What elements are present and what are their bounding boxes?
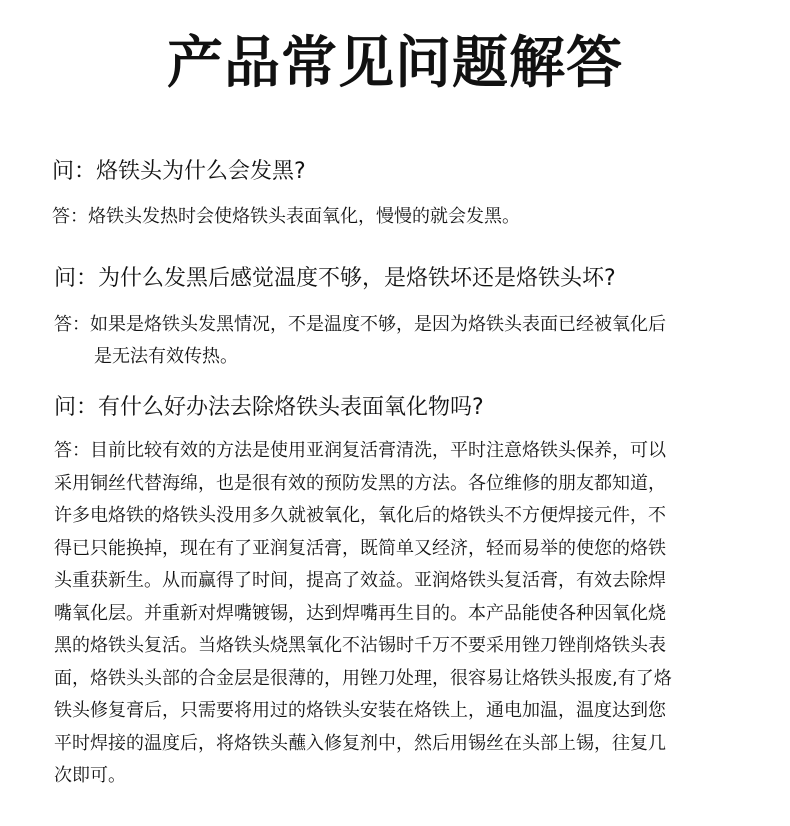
faq-answer-3-line: 许多电烙铁的烙铁头没用多久就被氧化，氧化后的烙铁头不方便焊接元件，不 <box>54 505 666 526</box>
faq-answer-3-line: 铁头修复膏后，只需要将用过的烙铁头安装在烙铁上，通电加温，温度达到您 <box>54 700 666 721</box>
page-title: 产品常见问题解答 <box>167 31 623 96</box>
faq-answer-1-line: 答：烙铁头发热时会使烙铁头表面氧化，慢慢的就会发黑。 <box>52 206 520 227</box>
faq-answer-3-line: 嘴氧化层。并重新对焊嘴镀锡，达到焊嘴再生目的。本产品能使各种因氧化烧 <box>54 602 666 624</box>
faq-question-3: 问：有什么好办法去除烙铁头表面氧化物吗? <box>54 395 484 420</box>
faq-answer-3-line: 答：目前比较有效的方法是使用亚润复活膏清洗，平时注意烙铁头保养，可以 <box>54 440 666 461</box>
faq-answer-3-line: 采用铜丝代替海绵，也是很有效的预防发黑的方法。各位维修的朋友都知道， <box>54 472 666 494</box>
faq-answer-2 <box>54 309 666 373</box>
faq-answer-2-line: 是无法有效传热。 <box>94 346 238 367</box>
faq-answer-2-line: 答：如果是烙铁头发黑情况，不是温度不够，是因为烙铁头表面已经被氧化后 <box>54 314 666 335</box>
faq-question-2: 问：为什么发黑后感觉温度不够，是烙铁坏还是烙铁头坏? <box>54 266 616 291</box>
faq-answer-3 <box>54 435 672 793</box>
faq-answer-3-line: 平时焊接的温度后，将烙铁头蘸入修复剂中，然后用锡丝在头部上锡，往复几 <box>54 732 666 754</box>
faq-question-1: 问：烙铁头为什么会发黑? <box>52 159 306 184</box>
faq-answer-3-line: 得已只能换掉，现在有了亚润复活膏，既简单又经济，轻而易举的使您的烙铁 <box>54 537 666 559</box>
faq-answer-3-line: 头重获新生。从而赢得了时间，提高了效益。亚润烙铁头复活膏，有效去除焊 <box>54 570 666 591</box>
faq-answer-3-line: 面，烙铁头头部的合金层是很薄的，用锉刀处理，很容易让烙铁头报废,有了烙 <box>54 667 672 689</box>
faq-answer-3-line: 次即可。 <box>54 765 126 786</box>
faq-answer-1 <box>52 201 520 233</box>
faq-answer-3-line: 黑的烙铁头复活。当烙铁头烧黑氧化不沾锡时千万不要采用锉刀锉削烙铁头表 <box>54 635 666 656</box>
